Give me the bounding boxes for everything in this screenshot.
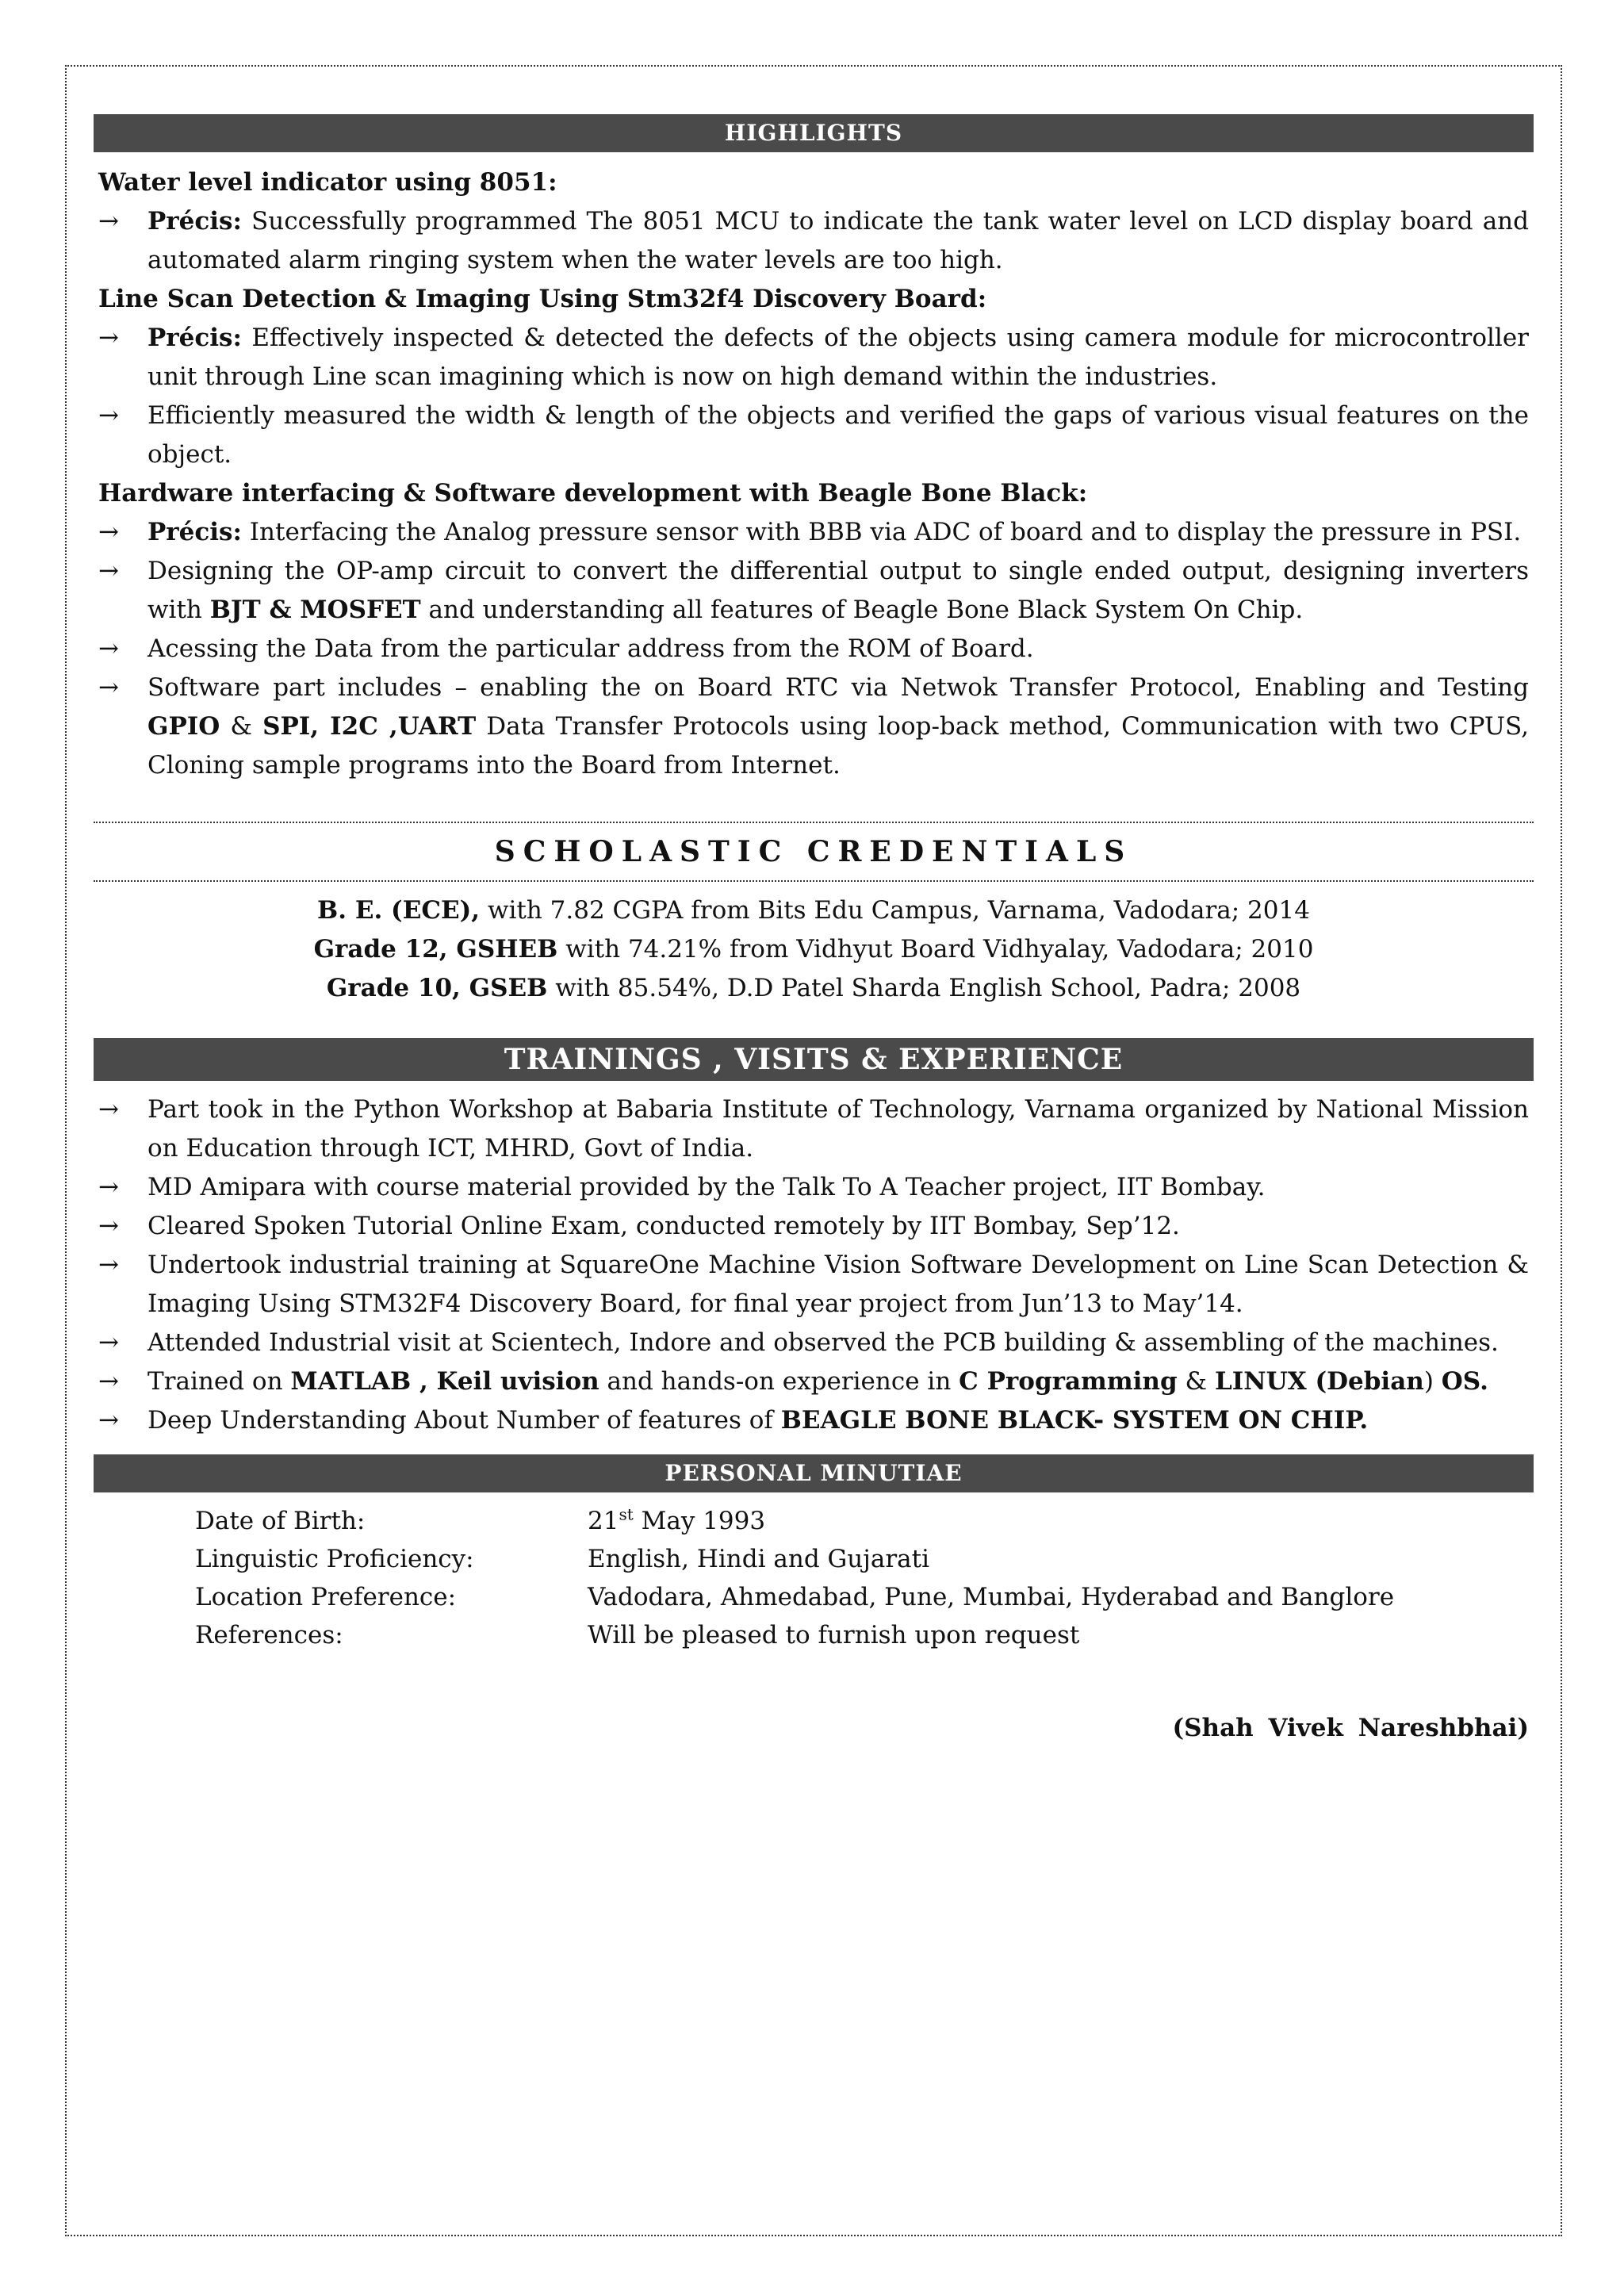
- location-value: Vadodara, Ahmedabad, Pune, Mumbai, Hyderabad and Banglore: [588, 1583, 1395, 1611]
- arrow-icon: →: [98, 557, 119, 585]
- personal-table: [195, 1502, 1394, 1654]
- list-item: → Précis: Successfully programmed The 8051 MCU to indicate the tank water level on LCD display board and automated alarm ringing system when the water levels are too high.: [94, 202, 1534, 280]
- arrow-icon: →: [98, 1095, 119, 1124]
- location-label: Location Preference:: [195, 1583, 457, 1611]
- trainings-list: [94, 1090, 1534, 1440]
- table-row: [195, 1502, 1394, 1540]
- project-water-level-list: [94, 202, 1534, 280]
- table-row: [195, 1616, 1394, 1654]
- scholastic-lines: [94, 891, 1534, 1008]
- dob-value: 21st May 1993: [588, 1504, 766, 1535]
- trainings-header: TRAININGS , VISITS & EXPERIENCE: [94, 1038, 1534, 1081]
- language-value: English, Hindi and Gujarati: [588, 1545, 930, 1573]
- arrow-icon: →: [98, 1251, 119, 1279]
- project-line-scan-list: [94, 319, 1534, 474]
- list-item: → Précis: Effectively inspected & detected the defects of the objects using camera module for microcontroller unit through Line scan imagining which is now on high demand within the industries.: [94, 319, 1534, 397]
- arrow-icon: →: [98, 324, 119, 352]
- highlights-header: HIGHLIGHTS: [94, 114, 1534, 152]
- table-row: [195, 1540, 1394, 1578]
- arrow-icon: →: [98, 1173, 119, 1201]
- project-heading-beagle-bone: Hardware interfacing & Software development with Beagle Bone Black:: [98, 479, 1088, 508]
- list-item: → Designing the OP-amp circuit to convert the differential output to single ended output, designing inverters with BJT & MOSFET and understanding all features of Beagle Bone Black System On Chip.: [94, 552, 1534, 630]
- project-heading-line-scan: Line Scan Detection & Imaging Using Stm32f4 Discovery Board:: [98, 285, 987, 313]
- arrow-icon: →: [98, 401, 119, 430]
- list-item: → Attended Industrial visit at Scientech, Indore and observed the PCB building & assembling of the machines.: [94, 1324, 1534, 1362]
- language-label: Linguistic Proficiency:: [195, 1545, 474, 1573]
- arrow-icon: →: [98, 1212, 119, 1240]
- list-item: → Deep Understanding About Number of features of BEAGLE BONE BLACK- SYSTEM ON CHIP.: [94, 1401, 1534, 1440]
- list-item: → Trained on MATLAB , Keil uvision and hands-on experience in C Programming & LINUX (Debian) OS.: [94, 1362, 1534, 1401]
- arrow-icon: →: [98, 518, 119, 546]
- list-item: → Part took in the Python Workshop at Babaria Institute of Technology, Varnama organized by National Mission on Education through ICT, MHRD, Govt of India.: [94, 1090, 1534, 1168]
- list-item: → Undertook industrial training at SquareOne Machine Vision Software Development on Line Scan Detection & Imaging Using STM32F4 Discovery Board, for final year project from Jun’13 to May’14.: [94, 1246, 1534, 1324]
- list-item: → Précis: Interfacing the Analog pressure sensor with BBB via ADC of board and to display the pressure in PSI.: [94, 513, 1534, 552]
- references-label: References:: [195, 1621, 343, 1649]
- resume-content: [94, 114, 1534, 1742]
- signature: (Shah Vivek Nareshbhai): [1172, 1714, 1529, 1742]
- references-value: Will be pleased to furnish upon request: [588, 1621, 1080, 1649]
- project-heading-water-level: Water level indicator using 8051:: [98, 168, 557, 197]
- dob-label: Date of Birth:: [195, 1507, 366, 1535]
- list-item: → MD Amipara with course material provided by the Talk To A Teacher project, IIT Bombay.: [94, 1168, 1534, 1207]
- list-item: → Cleared Spoken Tutorial Online Exam, conducted remotely by IIT Bombay, Sep’12.: [94, 1207, 1534, 1246]
- credential-line: B. E. (ECE), with 7.82 CGPA from Bits Edu Campus, Varnama, Vadodara; 2014: [317, 896, 1310, 925]
- arrow-icon: →: [98, 1406, 119, 1435]
- list-item: → Acessing the Data from the particular address from the ROM of Board.: [94, 630, 1534, 669]
- arrow-icon: →: [98, 634, 119, 663]
- credential-line: Grade 12, GSHEB with 74.21% from Vidhyut Board Vidhyalay, Vadodara; 2010: [313, 935, 1314, 964]
- table-row: [195, 1578, 1394, 1616]
- credential-line: Grade 10, GSEB with 85.54%, D.D Patel Sharda English School, Padra; 2008: [326, 974, 1301, 1002]
- personal-header: PERSONAL MINUTIAE: [94, 1454, 1534, 1492]
- project-beagle-bone-list: [94, 513, 1534, 785]
- arrow-icon: →: [98, 673, 119, 702]
- arrow-icon: →: [98, 1367, 119, 1396]
- arrow-icon: →: [98, 1328, 119, 1357]
- arrow-icon: →: [98, 207, 119, 236]
- list-item: → Efficiently measured the width & length of the objects and verified the gaps of various visual features on the object.: [94, 397, 1534, 474]
- scholastic-header: SCHOLASTIC CREDENTIALS: [494, 835, 1133, 868]
- list-item: → Software part includes – enabling the on Board RTC via Netwok Transfer Protocol, Enabling and Testing GPIO & SPI, I2C ,UART Data Transfer Protocols using loop-back method, Communication with two CPUS, Cloning sample programs into the Board from Internet.: [94, 669, 1534, 785]
